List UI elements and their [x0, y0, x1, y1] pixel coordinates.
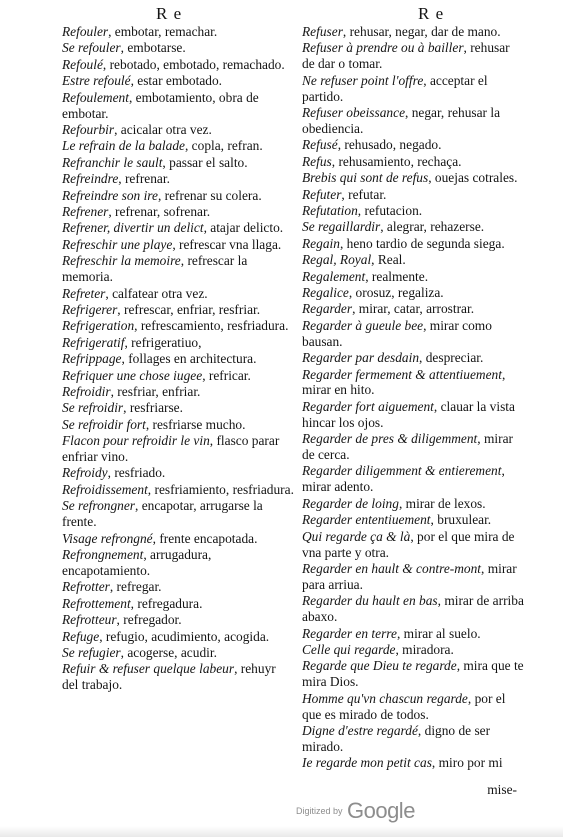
french-headword: Refuser: [302, 24, 343, 39]
dictionary-entry: [302, 561, 524, 593]
french-headword: Regal, Royal: [302, 252, 372, 268]
dictionary-entry: [62, 498, 294, 530]
dictionary-entry: [302, 219, 524, 235]
french-headword: Refrener, divertir un delict: [62, 220, 204, 236]
spanish-translation: , arrugadura, encapotamiento.: [62, 547, 212, 578]
dictionary-entry: [302, 593, 524, 625]
dictionary-entry: [302, 203, 524, 219]
dictionary-entry: [62, 318, 294, 334]
french-headword: Brebis qui sont de refus: [302, 170, 429, 186]
dictionary-entry: [302, 154, 524, 170]
spanish-translation: , copla, refran.: [184, 138, 263, 154]
french-headword: Regarder en hault & contre-mont: [302, 560, 482, 576]
spanish-translation: , acceptar el partido.: [302, 72, 488, 104]
french-headword: Regarder ententiuement: [302, 512, 431, 528]
spanish-translation: , mirar en hito.: [302, 366, 506, 398]
french-headword: Refoulé: [62, 56, 103, 72]
dictionary-entry: [302, 755, 524, 771]
french-headword: Regalice: [302, 285, 349, 300]
dictionary-entry: [302, 187, 524, 203]
dictionary-entry: [62, 384, 294, 400]
dictionary-entry: [62, 138, 294, 154]
spanish-translation: , refrescar vna llaga.: [172, 236, 282, 252]
digitized-by-google-watermark: [296, 798, 415, 824]
dictionary-entry: [302, 105, 524, 137]
french-headword: Ie regarde mon petit cas: [302, 755, 432, 771]
catchword: mise-: [487, 782, 517, 797]
spanish-translation: , mirar de cerca.: [302, 431, 513, 463]
french-headword: Refranchir le sault: [62, 154, 163, 170]
dictionary-entry: [62, 155, 294, 171]
dictionary-entry: [62, 220, 294, 236]
spanish-translation: , flasco parar enfriar vino.: [62, 433, 280, 465]
dictionary-entry: [302, 658, 524, 690]
spanish-translation: , mirar al suelo.: [396, 625, 481, 641]
spanish-translation: , refregadura.: [130, 595, 203, 611]
dictionary-entry: [62, 661, 294, 693]
dictionary-entry: [302, 642, 524, 658]
right-column: [302, 24, 524, 772]
french-headword: Refuser à prendre ou à bailler: [302, 40, 464, 56]
spanish-translation: , mirar de arriba abaxo.: [302, 593, 524, 625]
spanish-translation: , resfriarse.: [123, 400, 183, 416]
dictionary-entry: [62, 547, 294, 579]
dictionary-entry: [302, 399, 524, 431]
dictionary-entry: [302, 73, 524, 105]
french-headword: Refroidir: [62, 383, 111, 399]
french-headword: Refreschir une playe: [62, 236, 173, 252]
spanish-translation: , miradora.: [395, 641, 454, 657]
french-headword: Refrigeratif: [62, 334, 125, 350]
spanish-translation: , refrenar.: [118, 171, 170, 187]
french-headword: Se refroidir fort: [62, 416, 146, 432]
spanish-translation: , resfriarse mucho.: [145, 416, 246, 432]
french-headword: Regarde que Dieu te regarde: [302, 658, 457, 674]
spanish-translation: , digno de ser mirado.: [302, 722, 491, 754]
dictionary-entry: [302, 24, 524, 40]
french-headword: Visage refrongné: [62, 530, 153, 546]
spanish-translation: , por el que mira de vna parte y otra.: [302, 528, 515, 560]
spanish-translation: , rehusar, negar, dar de mano.: [342, 24, 501, 39]
french-headword: Regarder de loing: [302, 495, 399, 511]
french-headword: Estre refoulé: [62, 73, 131, 89]
spanish-translation: , rehusar de dar o tomar.: [302, 40, 510, 72]
spanish-translation: , refregar.: [109, 579, 162, 595]
spanish-translation: , acicalar otra vez.: [114, 121, 212, 137]
dictionary-entry: [62, 482, 294, 498]
spanish-translation: , rehuyr del trabajo.: [62, 661, 276, 693]
french-headword: Flacon pour refroidir le vin: [62, 433, 210, 449]
spanish-translation: , negar, rehusar la obediencia.: [302, 105, 501, 136]
spanish-translation: , refregador.: [116, 612, 182, 628]
spanish-translation: , estar embotado.: [130, 73, 223, 89]
spanish-translation: , embotamiento, obra de embotar.: [62, 89, 259, 121]
dictionary-entry: [62, 645, 294, 661]
spanish-translation: , rehusado, negado.: [337, 137, 442, 153]
dictionary-entry: [62, 417, 294, 433]
spanish-translation: , despreciar.: [419, 350, 484, 366]
dictionary-entry: [62, 465, 294, 481]
dictionary-entry: [62, 171, 294, 187]
dictionary-entry: [302, 496, 524, 512]
french-headword: Refourbir: [62, 121, 115, 137]
dictionary-entry: [62, 253, 294, 285]
french-headword: Refusé: [302, 137, 338, 153]
dictionary-entry: [302, 367, 524, 399]
spanish-translation: , acogerse, acudir.: [120, 644, 217, 660]
dictionary-entry: [302, 269, 524, 285]
dictionary-entry: [302, 512, 524, 528]
french-headword: Se refugier: [62, 644, 121, 660]
french-headword: Homme qu'vn chascun regarde: [302, 690, 468, 706]
french-headword: Refreschir la memoire: [62, 253, 181, 269]
dictionary-entry: [62, 351, 294, 367]
dictionary-entry: [62, 57, 294, 73]
dictionary-entry: [62, 579, 294, 595]
french-headword: Refuter: [302, 186, 342, 202]
spanish-translation: , refrescar, enfriar, resfriar.: [117, 301, 261, 317]
french-headword: Regarder par desdain: [302, 350, 420, 366]
french-headword: Refoulement: [62, 89, 129, 105]
left-column: [62, 24, 294, 694]
dictionary-entry: [62, 237, 294, 253]
spanish-translation: , mira que te mira Dios.: [302, 658, 524, 690]
dictionary-entry: [302, 137, 524, 153]
french-headword: Refuge: [62, 628, 100, 644]
dictionary-entry: [62, 188, 294, 204]
spanish-translation: , passar el salto.: [162, 154, 248, 170]
spanish-translation: , resfriamiento, resfriadura.: [147, 481, 294, 497]
watermark-prefix: Digitized by: [296, 806, 343, 816]
french-headword: Se refrongner: [62, 498, 136, 514]
french-headword: Refrippage: [62, 351, 122, 367]
spanish-translation: , rebotado, embotado, remachado.: [102, 56, 285, 72]
french-headword: Refus: [302, 153, 332, 169]
spanish-translation: , rehusamiento, rechaça.: [331, 153, 462, 169]
french-headword: Ne refuser point l'offre: [302, 72, 424, 88]
french-headword: Refriquer une chose iugee: [62, 367, 203, 383]
french-headword: Refroidy: [62, 465, 108, 481]
dictionary-entry: [62, 629, 294, 645]
spanish-translation: , mirar, catar, arrostrar.: [352, 301, 475, 317]
french-headword: Se refroidir: [62, 400, 124, 416]
spanish-translation: , refrenar su colera.: [157, 187, 262, 203]
french-headword: Refrottement: [62, 595, 131, 611]
french-headword: Refuir & refuser quelque labeur: [62, 661, 235, 677]
spanish-translation: , refrenar, sofrenar.: [108, 203, 211, 219]
spanish-translation: , bruxulear.: [430, 512, 492, 528]
dictionary-entry: [302, 350, 524, 366]
spanish-translation: , refutar.: [341, 186, 387, 202]
spanish-translation: , heno tardio de segunda siega.: [339, 235, 505, 251]
french-headword: Refuser obeissance: [302, 105, 406, 121]
dictionary-entry: [62, 433, 294, 465]
spanish-translation: , orosuz, regaliza.: [348, 285, 444, 300]
spanish-translation: , clauar la vista hincar los ojos.: [302, 398, 515, 430]
spanish-translation: , frente encapotada.: [152, 530, 258, 546]
dictionary-entry: [302, 318, 524, 350]
spanish-translation: , refrigeratiuo,: [124, 334, 202, 350]
french-headword: Regalement: [302, 268, 366, 284]
dictionary-entry: [62, 335, 294, 351]
french-headword: Refreindre: [62, 171, 119, 187]
dictionary-entry: [62, 122, 294, 138]
french-headword: Refreter: [62, 285, 106, 301]
french-headword: Le refrain de la balade: [62, 138, 185, 154]
french-headword: Refrigeration: [62, 318, 135, 334]
spanish-translation: , refrescamiento, resfriadura.: [134, 318, 289, 334]
spanish-translation: , resfriado.: [107, 465, 166, 481]
dictionary-entry: [62, 368, 294, 384]
spanish-translation: , encapotar, arrugarse la frente.: [62, 498, 263, 530]
dictionary-entry: [62, 302, 294, 318]
watermark-brand: Google: [346, 798, 415, 823]
dictionary-entry: [62, 596, 294, 612]
french-headword: Regain: [302, 235, 340, 251]
french-headword: Refroidissement: [62, 481, 148, 497]
dictionary-entry: [62, 90, 294, 122]
spanish-translation: , mirar adento.: [302, 463, 505, 495]
french-headword: Regarder diligemment & entierement: [302, 463, 502, 479]
dictionary-entry: [302, 236, 524, 252]
french-headword: Regarder fort aiguement: [302, 398, 434, 414]
dictionary-entry: [62, 612, 294, 628]
dictionary-entry: [302, 691, 524, 723]
french-headword: Regarder de pres & diligemment: [302, 431, 478, 447]
french-headword: Regarder fermement & attentiuement: [302, 366, 502, 382]
french-headword: Refrigerer: [62, 301, 118, 317]
french-headword: Refrotter: [62, 579, 110, 595]
dictionary-entry: [62, 24, 294, 40]
dictionary-entry: [62, 531, 294, 547]
spanish-translation: , atajar delicto.: [203, 220, 284, 236]
dictionary-entry: [62, 73, 294, 89]
spanish-translation: , refrescar la memoria.: [62, 253, 248, 285]
french-headword: Se refouler: [62, 40, 121, 56]
dictionary-entry: [302, 723, 524, 755]
spanish-translation: , refutacion.: [357, 202, 423, 218]
french-headword: Regarder: [302, 301, 353, 317]
spanish-translation: , resfriar, enfriar.: [110, 383, 201, 399]
running-head-right: R e: [418, 4, 445, 23]
spanish-translation: , calfatear otra vez.: [105, 285, 208, 301]
spanish-translation: , embotarse.: [120, 40, 186, 56]
spanish-translation: , refricar.: [202, 367, 251, 383]
french-headword: Refrener: [62, 203, 109, 219]
spanish-translation: , por el que es mirado de todos.: [302, 690, 506, 722]
dictionary-entry: [62, 400, 294, 416]
french-headword: Refrotteur: [62, 612, 117, 628]
dictionary-entry: [302, 170, 524, 186]
french-headword: Refreindre son ire: [62, 187, 158, 203]
french-headword: Regarder du hault en bas: [302, 593, 438, 609]
dictionary-entry: [302, 529, 524, 561]
spanish-translation: , realmente.: [365, 268, 429, 284]
french-headword: Digne d'estre regardé: [302, 722, 418, 738]
dictionary-entry: [62, 204, 294, 220]
dictionary-entry: [302, 40, 524, 72]
french-headword: Regarder en terre: [302, 625, 397, 641]
spanish-translation: , mirar como bausan.: [302, 317, 492, 349]
spanish-translation: , mirar de lexos.: [398, 495, 486, 511]
running-head-left: R e: [156, 4, 183, 23]
dictionary-entry: [302, 431, 524, 463]
french-headword: Celle qui regarde: [302, 641, 396, 657]
spanish-translation: , Real.: [371, 252, 406, 268]
french-headword: Se regaillardir: [302, 219, 381, 235]
spanish-translation: , embotar, remachar.: [108, 24, 218, 39]
dictionary-entry: [302, 626, 524, 642]
dictionary-entry: [62, 286, 294, 302]
french-headword: Refouler: [62, 24, 109, 39]
french-headword: Qui regarde ça & là: [302, 528, 411, 544]
spanish-translation: , ouejas cotrales.: [428, 170, 518, 186]
spanish-translation: , follages en architectura.: [121, 351, 257, 367]
spanish-translation: , alegrar, rehazerse.: [380, 219, 485, 235]
dictionary-entry: [302, 285, 524, 301]
spanish-translation: , mirar para arriua.: [302, 560, 517, 592]
french-headword: Regarder à gueule bee: [302, 317, 424, 333]
french-headword: Refutation: [302, 202, 358, 218]
spanish-translation: , miro por mi: [431, 755, 503, 771]
dictionary-entry: [302, 463, 524, 495]
dictionary-entry: [62, 40, 294, 56]
spanish-translation: , refugio, acudimiento, acogida.: [99, 628, 270, 644]
dictionary-entry: [302, 301, 524, 317]
page-edge-shadow: [0, 826, 563, 837]
french-headword: Refrongnement: [62, 547, 144, 562]
dictionary-entry: [302, 252, 524, 268]
